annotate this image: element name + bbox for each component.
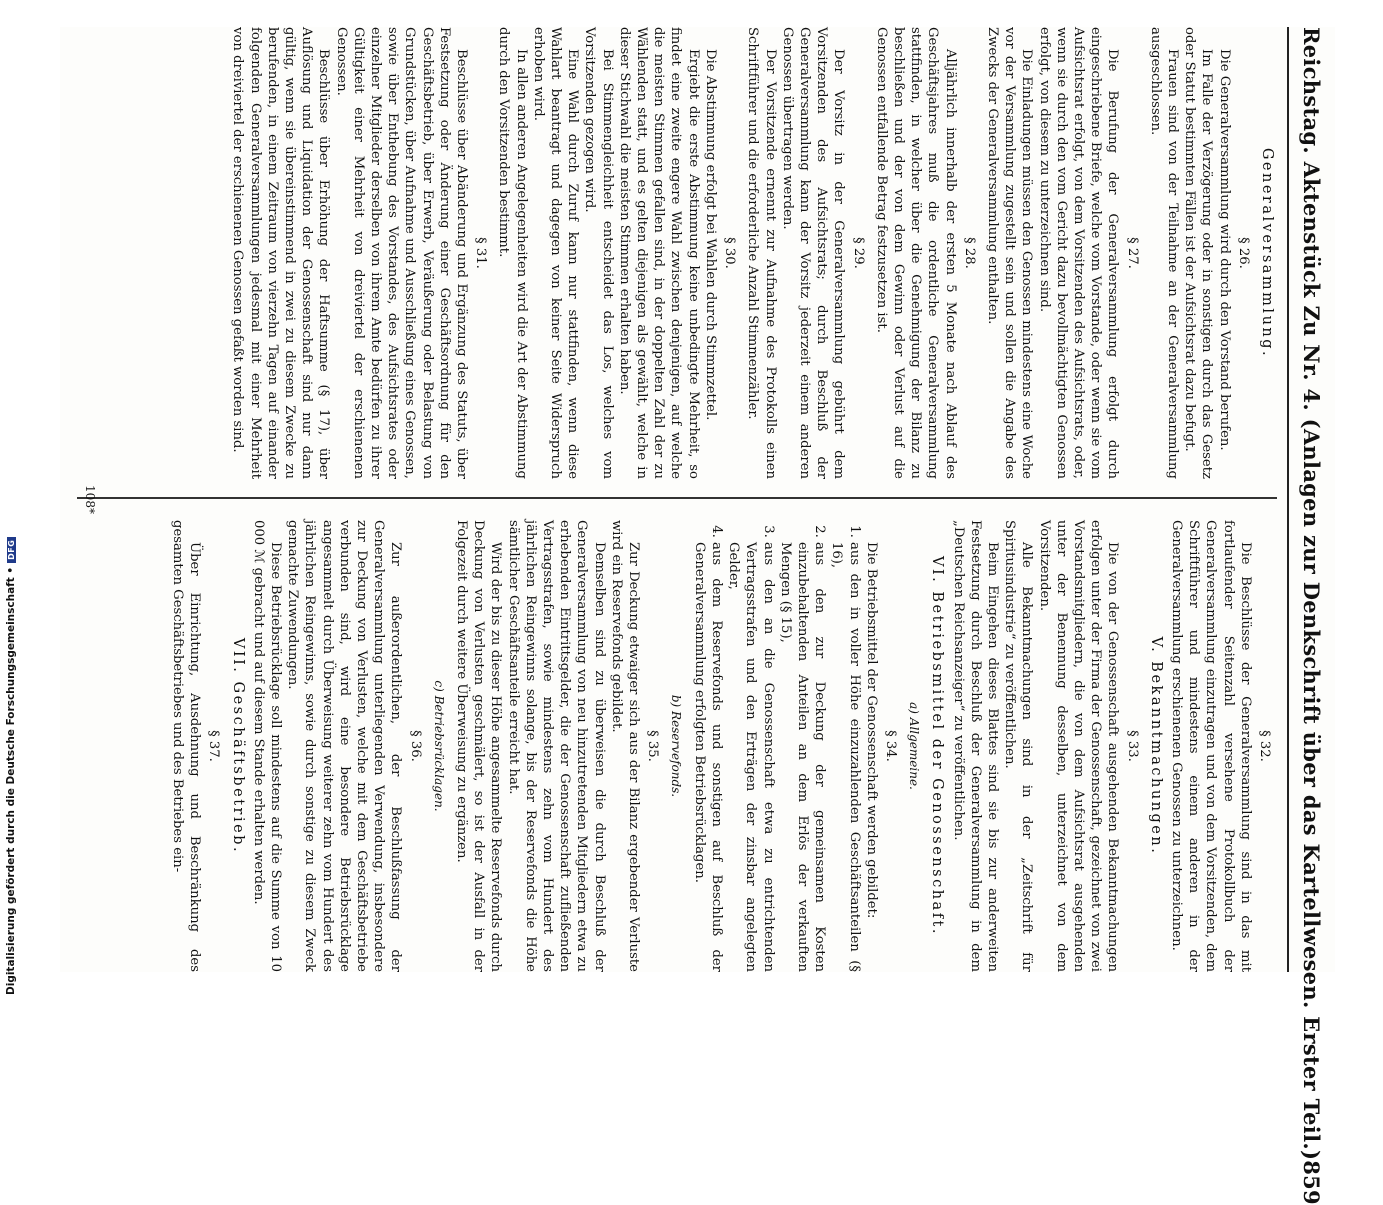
paragraph-number: § 32. bbox=[1257, 730, 1272, 762]
right-column bbox=[169, 520, 1279, 972]
paragraph-text: Die Generalversammlung wird durch den Vorstand berufen. bbox=[1216, 49, 1232, 451]
paragraph-text: Beschlüsse über Erhöhung der Haftsumme (§ 17), über Auflösung und Liquidation der Genossenschaft sind nur dann gültig, wenn sie übereinstimmend in zwei zu diesem Zwecke zu berufenden, in einem Zeitraum von vierzehn Tagen auf einander folgenden Generalversammlungen jedesmal mit einer Mehrheit von dreiviertel der erschienenen Genossen gefaßt worden sind. bbox=[230, 27, 332, 479]
subsection-title-betriebsruecklagen: c) Betriebsrücklagen. bbox=[431, 680, 446, 812]
paragraph-text: Ergiebt die erste Abstimmung keine unbedingte Mehrheit, so findet eine zweite engere Wahl zwischen denjenigen, auf welche die meisten Stimmen gefallen sind, in der doppelten Zahl der zu Wählenden statt, und es gelten diejenigen als gewählt, welche in dieser Stichwahl die meisten Stimmen erhalten haben. bbox=[616, 27, 701, 479]
funding-note-text: Digitalisierung gefördert durch die Deutsche Forschungsgemeinschaft • bbox=[5, 566, 17, 995]
paragraph-text: Der Vorsitz in der Generalversammlung gebührt dem Vorsitzenden des Aufsichtsrats; durch Beschluß der Generalversammlung kann der Vorsitz jederzeit einem anderen Genossen übertragen werden. bbox=[779, 27, 847, 479]
paragraph-number: § 29. bbox=[850, 237, 866, 269]
header-page-number: 859 bbox=[1299, 1160, 1325, 1205]
header-title: Reichstag. Aktenstück Zu Nr. 4. (Anlagen zur Denkschrift über das Kartellwesen. Erster Teil.) bbox=[1299, 27, 1325, 1161]
paragraph-number: § 31. bbox=[473, 237, 489, 269]
section-title-bekanntmachungen: V. Bekanntmachungen. bbox=[1147, 636, 1164, 856]
paragraph-text: In allen anderen Angelegenheiten wird die Art der Abstimmung durch den Vorsitzenden bestimmt. bbox=[496, 27, 529, 479]
paragraph-number: § 26. bbox=[1235, 237, 1251, 269]
list-item: 2. aus den zur Deckung der gemeinsamen Kosten einzubehaltenden Anteilen an dem Erlös der verkauften Mengen (§ 15), bbox=[777, 542, 829, 972]
paragraph-text: Alle Bekanntmachungen sind in der „Zeitschrift für Spiritusindustrie“ zu veröffentlichen. bbox=[1002, 520, 1035, 972]
paragraph-text: Demselben sind zu überweisen die durch Beschluß der Generalversammlung von neu hinzutretenden Mitgliedern etwa zu erhebenden Eintrittsgelder, die der Genossenschaft zufließenden Vertragsstrafen, sowie mindestens zehn vom Hundert des jährlichen Reingewinns solange, bis der Reservefonds die Höhe sämtlicher Geschäftsanteile erreicht hat. bbox=[505, 520, 607, 972]
paragraph-text: Im Falle der Verzögerung oder in sonstigen durch das Gesetz oder Statut bestimmten Fällen ist der Aufsichtsrat dazu befugt. bbox=[1182, 27, 1215, 479]
column-divider bbox=[77, 497, 1277, 499]
paragraph-text: Die Beschlüsse der Generalversammlung sind in das mit fortlaufender Seitenzahl versehene Protokollbuch der Generalversammlung einzutragen und von dem Vorsitzenden, dem Schriftführer und mindestens einem anderen in der Generalversammlung erschienenen Genossen zu unterzeichnen. bbox=[1168, 520, 1253, 972]
numbered-list bbox=[691, 520, 863, 972]
paragraph-text: Diese Betriebsrücklage soll mindestens auf die Summe von 10 000 ℳ gebracht und auf diesem Stande erhalten werden. bbox=[250, 520, 284, 972]
document-page bbox=[60, 27, 1335, 1205]
paragraph-number: § 30. bbox=[722, 237, 738, 269]
paragraph-text: Beschlüsse über Abänderung und Ergänzung des Statuts, über Festsetzung oder Änderung einer Geschäftsordnung für den Geschäftsbetrieb, über Erwerb, Veräußerung oder Belastung von Grundstücken, über Aufnahme und Ausschließung eines Genossen, sowie über Enthebung des Vorstandes, des Aufsichtsrates oder einzelner Mitglieder derselben von ihrem Amte bedürfen zu ihrer Gültigkeit einer Mehrheit von dreiviertel der erschienenen Genossen. bbox=[333, 27, 470, 479]
paragraph-text: Die von der Genossenschaft ausgehenden Bekanntmachungen erfolgen unter der Firma der Genossenschaft, gezeichnet von zwei Vorstandsmitgliedern, die von dem Aufsichtsrat ausgehenden unter der Benennung desselben, unterzeichnet von dem Vorsitzenden. bbox=[1036, 520, 1121, 972]
paragraph-text: Der Vorsitzende ernennt zur Aufnahme des Protokolls einen Schriftführer und die erforderliche Anzahl Stimmenzähler. bbox=[745, 27, 778, 479]
dfg-logo: DFG bbox=[7, 537, 16, 563]
left-column bbox=[229, 27, 1279, 479]
paragraph-text: Die Einladungen müssen den Genossen mindestens eine Woche vor der Versammlung zugestellt sein und sollen die Angabe des Zwecks der Generalversammlung enthalten. bbox=[984, 27, 1035, 479]
paragraph-text: Zur Deckung etwaiger sich aus der Bilanz ergebender Verluste wird ein Reservefonds gebildet. bbox=[608, 520, 642, 972]
paragraph-number: § 28. bbox=[961, 237, 977, 269]
paragraph-number: § 33. bbox=[1124, 730, 1140, 762]
section-title-geschaeftsbetrieb: VII. Geschäftsbetrieb. bbox=[229, 637, 246, 855]
list-item: 4. aus dem Reservefonds und sonstigen auf Beschluß der Generalversammlung erfolgten Betriebsrücklagen. bbox=[691, 542, 725, 972]
paragraph-text: Zur außerordentlichen, der Beschlußfassung der Generalversammlung unterliegenden Verwendung, insbesondere zur Deckung von Verlusten, welche mit dem Geschäftsbetriebe verbunden sind, wird eine besondere Betriebsrücklage angesammelt durch Überweisung weiterer zehn vom Hundert des jährlichen Reingewinns, sowie durch sonstige zu diesem Zweck gemachte Zuwendungen. bbox=[285, 520, 404, 972]
paragraph-text: Alljährlich innerhalb der ersten 5 Monate nach Ablauf des Geschäftsjahres muß die ordentliche Generalversammlung stattfinden, in welcher über die Genehmigung der Bilanz zu beschließen und der von dem Gewinn oder Verlust auf die Genossen entfallende Betrag festzusetzen ist. bbox=[873, 27, 958, 479]
subsection-title-reservefonds: b) Reservefonds. bbox=[669, 694, 684, 798]
paragraph-text: Die Abstimmung erfolgt bei Wahlen durch Stimmzettel. bbox=[702, 49, 718, 421]
paragraph-text: Frauen sind von der Teilnahme an der Generalversammlung ausgeschlossen. bbox=[1147, 27, 1180, 479]
paragraph-number: § 37. bbox=[206, 730, 222, 762]
section-title-generalversammlung: Generalversammlung. bbox=[1259, 147, 1275, 359]
paragraph-text: Bei Stimmengleichheit entscheidet das Los, welches vom Vorsitzenden gezogen wird. bbox=[582, 27, 615, 479]
paragraph-text: Über Einrichtung, Ausdehnung und Beschränkung des gesamten Geschäftsbetriebes und des Betriebes ein- bbox=[170, 520, 203, 972]
paragraph-number: § 35. bbox=[645, 730, 661, 762]
paragraph-text: Die Betriebsmittel der Genossenschaft werden gebildet: bbox=[863, 542, 879, 919]
paragraph-number: § 36. bbox=[407, 730, 423, 762]
paragraph-text: Wird der bis zu dieser Höhe angesammelte Reservefonds durch Deckung von Verlusten geschmälert, so ist der Ausfall in der Folgezeit durch weitere Überweisung zu ergänzen. bbox=[454, 520, 504, 972]
list-item: 1. aus den in voller Höhe einzuzahlenden Geschäftsanteilen (§ 16), bbox=[828, 542, 862, 972]
subsection-title-allgemeine: a) Allgemeine. bbox=[907, 702, 922, 790]
paragraph-text: Beim Eingehen dieses Blattes sind sie bis zur anderweiten Festsetzung durch Beschluß der Generalversammlung in dem „Deutschen Reichsanzeiger“ zu veröffentlichen. bbox=[950, 520, 1000, 972]
section-title-betriebsmittel: VI. Betriebsmittel der Genossenschaft. bbox=[929, 555, 946, 936]
list-item: 3. aus den an die Genossenschaft etwa zu entrichtenden Vertragsstrafen und den Erträgen der zinsbar angelegten Gelder, bbox=[725, 542, 777, 972]
funding-note bbox=[4, 539, 18, 995]
page-header bbox=[1287, 27, 1335, 1205]
paragraph-text: Die Berufung der Generalversammlung erfolgt durch eingeschriebene Briefe, welche vom Vorstande, oder wenn sie vom Aufsichtsrat erfolgt, von dem Vorsitzenden des Aufsichtsrats, oder, wenn sie durch den vom Gericht dazu bevollmächtigten Genossen erfolgt, von diesem zu unterzeichnen sind. bbox=[1036, 27, 1121, 479]
page-signature: 108* bbox=[83, 485, 97, 514]
paragraph-number: § 27. bbox=[1124, 237, 1140, 269]
paragraph-text: Eine Wahl durch Zuruf kann nur stattfinden, wenn diese Wahlart beantragt und dagegen von keiner Seite Widerspruch erhoben wird. bbox=[530, 27, 581, 479]
paragraph-number: § 34. bbox=[882, 730, 898, 762]
